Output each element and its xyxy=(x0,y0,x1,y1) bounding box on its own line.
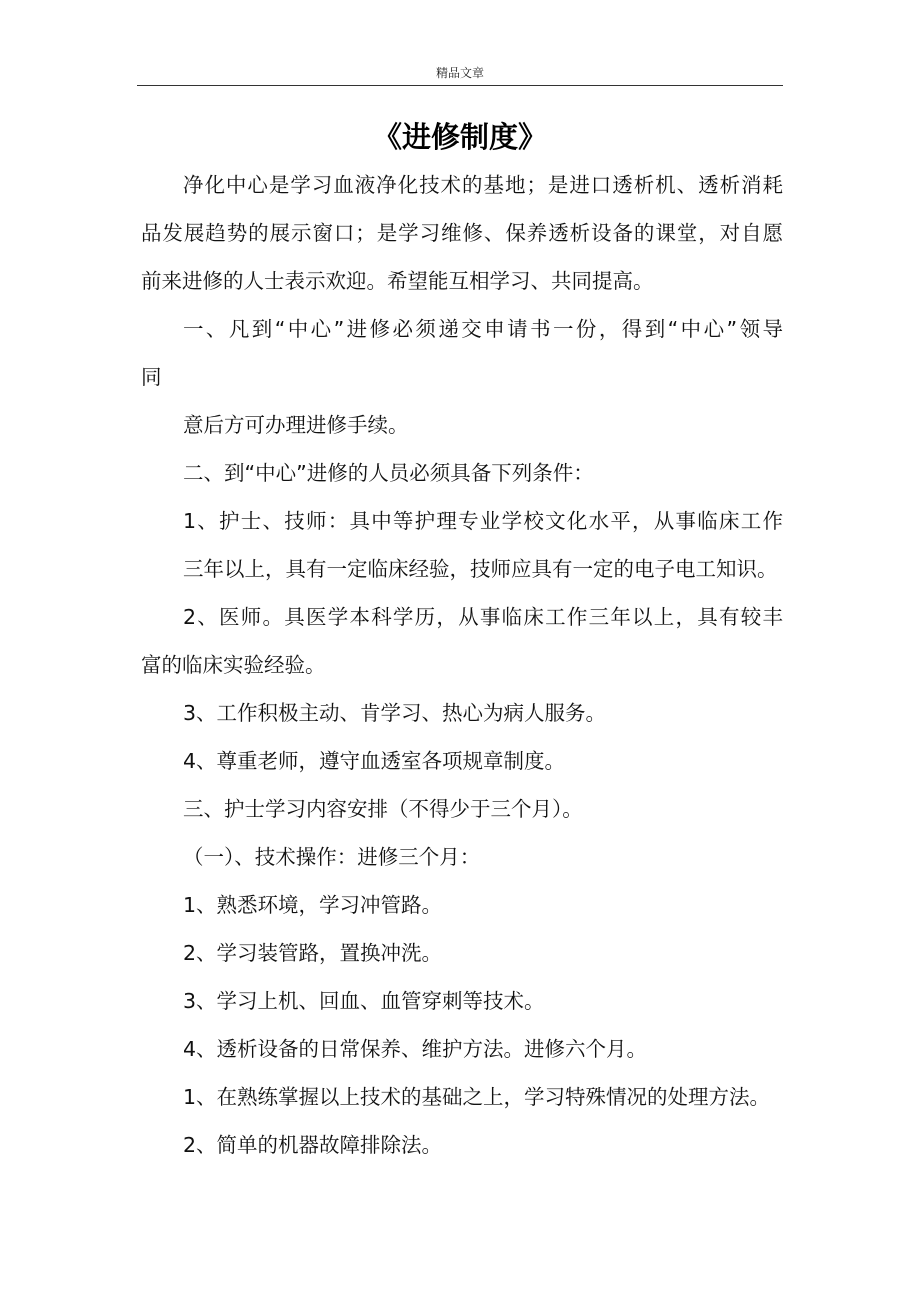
text-line: 1、熟悉环境，学习冲管路。 xyxy=(183,893,443,917)
text-line: 一、凡到“中心”进修必须递交申请书一份，得到“中心”领导 xyxy=(183,317,783,341)
text-line: 二、到“中心”进修的人员必须具备下列条件： xyxy=(183,461,594,485)
text-line: 1、护士、技师：具中等护理专业学校文化水平，从事临床工作 xyxy=(183,509,783,533)
document-title: 《进修制度》 xyxy=(372,120,547,154)
text-line: 3、学习上机、回血、血管穿刺等技术。 xyxy=(183,989,545,1013)
text-line: 4、透析设备的日常保养、维护方法。进修六个月。 xyxy=(183,1037,648,1061)
text-line: 2、医师。具医学本科学历，从事临床工作三年以上，具有较丰 xyxy=(183,605,783,629)
text-line: 2、简单的机器故障排除法。 xyxy=(183,1133,443,1157)
text-line: 三年以上，具有一定临床经验，技师应具有一定的电子电工知识。 xyxy=(183,557,778,581)
text-line: （一）、技术操作：进修三个月： xyxy=(183,845,481,869)
text-line: 1、在熟练掌握以上技术的基础之上，学习特殊情况的处理方法。 xyxy=(183,1085,771,1109)
text-line: 意后方可办理进修手续。 xyxy=(183,413,409,437)
text-line: 2、学习装管路，置换冲洗。 xyxy=(183,941,443,965)
header-divider xyxy=(137,85,783,86)
document-body xyxy=(141,161,783,1169)
page-header-label: 精品文章 xyxy=(435,66,484,80)
text-line: 净化中心是学习血液净化技术的基地；是进口透析机、透析消耗 xyxy=(183,173,783,197)
text-line: 前来进修的人士表示欢迎。希望能互相学习、共同提高。 xyxy=(141,269,654,293)
text-line: 品发展趋势的展示窗口；是学习维修、保养透析设备的课堂，对自愿 xyxy=(141,221,783,245)
text-line: 3、工作积极主动、肯学习、热心为病人服务。 xyxy=(183,701,607,725)
text-line: 三、护士学习内容安排（不得少于三个月）。 xyxy=(183,797,583,821)
text-line: 4、尊重老师，遵守血透室各项规章制度。 xyxy=(183,749,566,773)
text-line: 富的临床实验经验。 xyxy=(141,653,326,677)
text-line: 同 xyxy=(141,365,162,389)
